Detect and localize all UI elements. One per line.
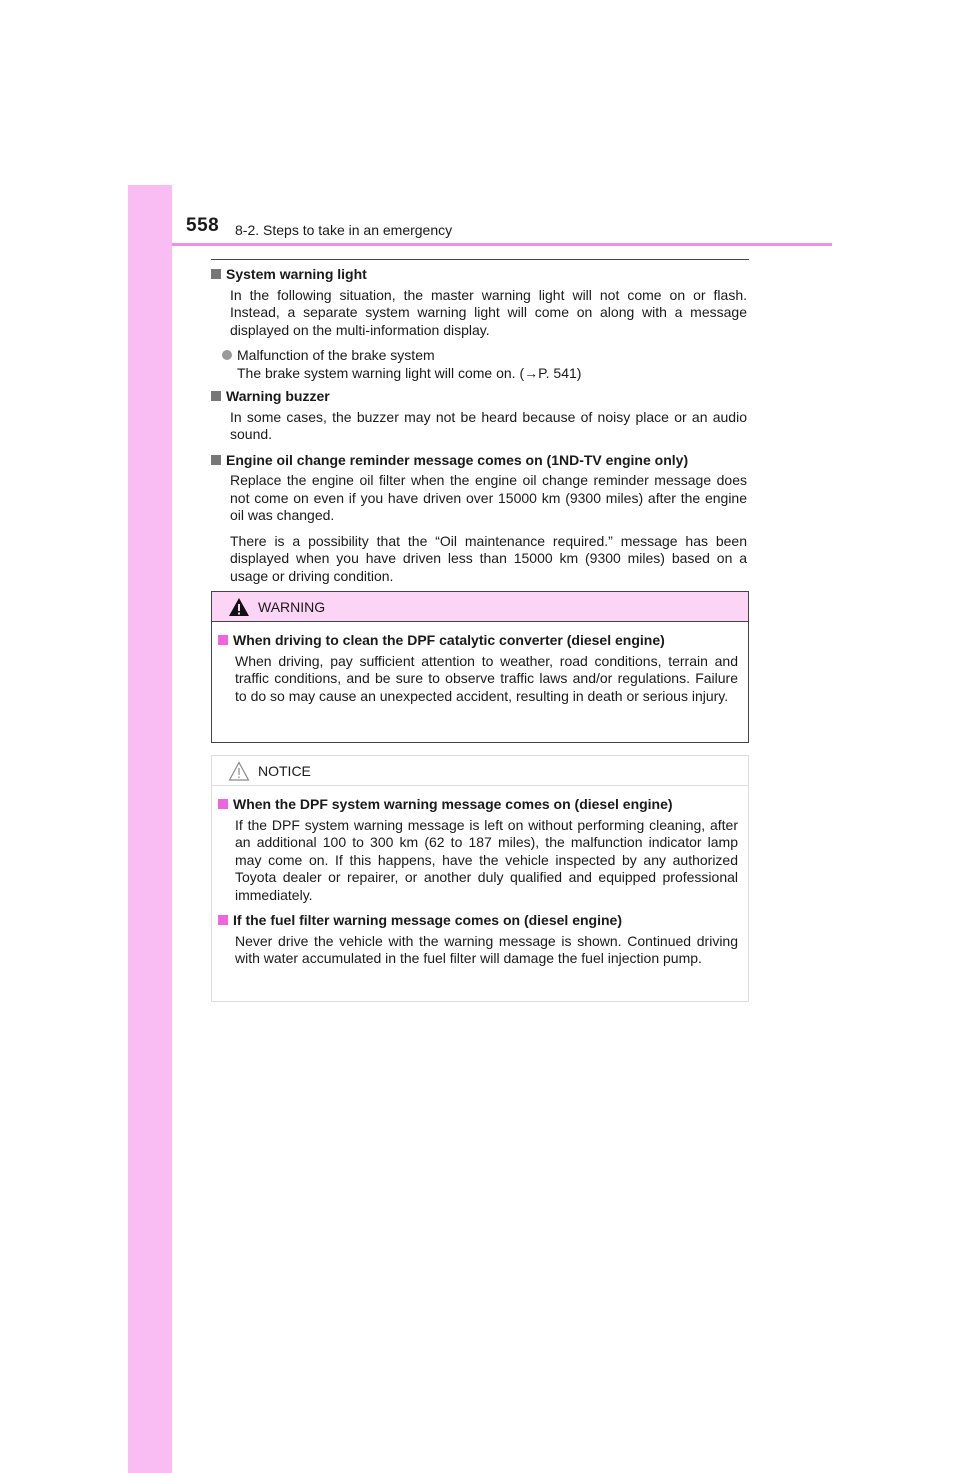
notice-box-body xyxy=(212,786,748,968)
notice-box-header xyxy=(212,756,748,786)
page-number: 558 xyxy=(186,215,220,236)
system-warning-text: In the following situation, the master warning light will not come on or flash. Instead, a separate system warning light will come on along with a message displayed on the multi-information display. xyxy=(230,286,747,338)
warning-buzzer-text: In some cases, the buzzer may not be heard because of noisy place or an audio sound. xyxy=(230,408,747,442)
notice-box xyxy=(211,755,749,1002)
dpf-message-heading: When the DPF system warning message comes on (diesel engine) xyxy=(218,796,738,814)
warning-box-body xyxy=(212,622,748,705)
square-bullet-icon xyxy=(211,455,221,465)
fuel-filter-heading: If the fuel filter warning message comes on (diesel engine) xyxy=(218,912,738,930)
warning-box-header xyxy=(212,592,748,622)
square-bullet-icon xyxy=(218,635,228,645)
chapter-side-tab xyxy=(128,185,172,1473)
oil-reminder-text-2: There is a possibility that the “Oil maintenance required.” message has been displayed when you have driven less than 15000 km (9300 miles) based on a usage or driving condition. xyxy=(230,532,747,584)
section-title: 8-2. Steps to take in an emergency xyxy=(235,222,453,238)
fuel-filter-text: Never drive the vehicle with the warning message is shown. Continued driving with water accumulated in the fuel filter will damage the fuel injection pump. xyxy=(235,932,738,966)
content-top-rule xyxy=(211,259,749,260)
oil-reminder-heading: Engine oil change reminder message comes on (1ND-TV engine only) xyxy=(211,452,747,470)
square-bullet-icon xyxy=(211,391,221,401)
warning-triangle-icon xyxy=(228,597,250,617)
oil-reminder-text-1: Replace the engine oil filter when the engine oil change reminder message does not come on even if you have driven over 15000 km (9300 miles) after the engine oil was changed. xyxy=(230,472,747,523)
notice-label: NOTICE xyxy=(258,762,311,779)
bullet-text: The brake system warning light will come on. (→P. 541) xyxy=(237,364,582,381)
warning-label: WARNING xyxy=(258,598,326,615)
square-bullet-icon xyxy=(211,269,221,279)
brake-malfunction-bullet xyxy=(222,347,747,382)
dpf-message-text: If the DPF system warning message is left on without performing cleaning, after an additional 100 to 300 km (62 to 187 miles), the malfunction indicator lamp may come on. If this happens, have the vehicle inspected by any authorized Toyota dealer or repairer, or another duly qualified and equipped professional immediately. xyxy=(235,816,738,903)
warning-buzzer-heading: Warning buzzer xyxy=(211,388,747,406)
dpf-clean-text: When driving, pay sufficient attention to weather, road conditions, terrain and traffic conditions, and be sure to observe traffic laws and/or regulations. Failure to do so may cause an unexpected accident, resulting in death or serious injury. xyxy=(235,652,738,704)
bullet-title: Malfunction of the brake system xyxy=(237,347,435,363)
square-bullet-icon xyxy=(218,915,228,925)
main-content xyxy=(211,266,747,593)
dpf-clean-heading: When driving to clean the DPF catalytic converter (diesel engine) xyxy=(218,632,738,650)
warning-box xyxy=(211,591,749,743)
round-bullet-icon xyxy=(222,350,232,360)
system-warning-heading: System warning light xyxy=(211,266,747,284)
notice-triangle-icon xyxy=(228,761,250,781)
header-rule xyxy=(172,243,832,246)
square-bullet-icon xyxy=(218,799,228,809)
